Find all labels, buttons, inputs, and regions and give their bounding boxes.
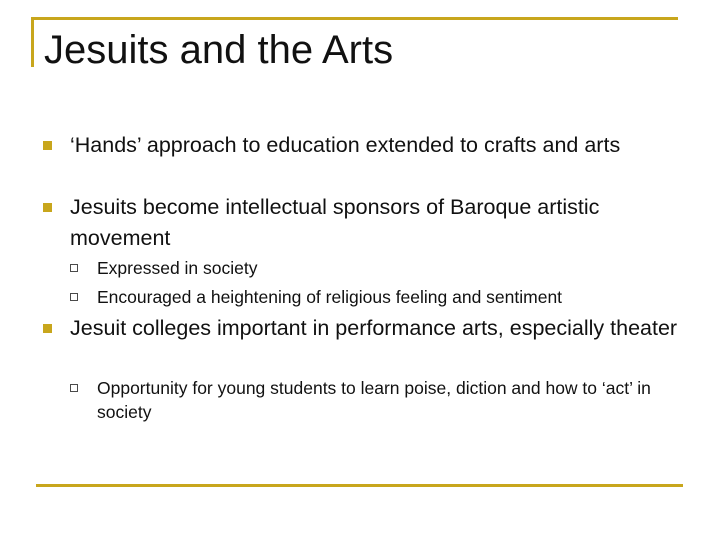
square-bullet-icon [43,203,52,212]
hollow-square-bullet-icon [70,264,78,272]
bullet-item [70,192,680,254]
sub-bullet-item [97,285,687,309]
hollow-square-bullet-icon [70,384,78,392]
bullet-text: Jesuit colleges important in performance arts, especially theater [70,316,678,340]
footer-divider-line [36,484,683,487]
bullet-item [70,313,680,344]
sub-bullet-text: Expressed in society [97,258,258,278]
sub-bullet-item [97,376,687,424]
bullet-item [70,130,680,161]
hollow-square-bullet-icon [70,293,78,301]
bullet-text: ‘Hands’ approach to education extended to crafts and arts [70,133,621,157]
square-bullet-icon [43,324,52,333]
slide-title: Jesuits and the Arts [44,28,394,72]
square-bullet-icon [43,141,52,150]
sub-bullet-text: Encouraged a heightening of religious feeling and sentiment [97,287,563,307]
bullet-text: Jesuits become intellectual sponsors of Baroque artistic movement [70,195,600,250]
sub-bullet-text: Opportunity for young students to learn poise, diction and how to ‘act’ in society [97,378,651,422]
sub-bullet-item [97,256,687,280]
